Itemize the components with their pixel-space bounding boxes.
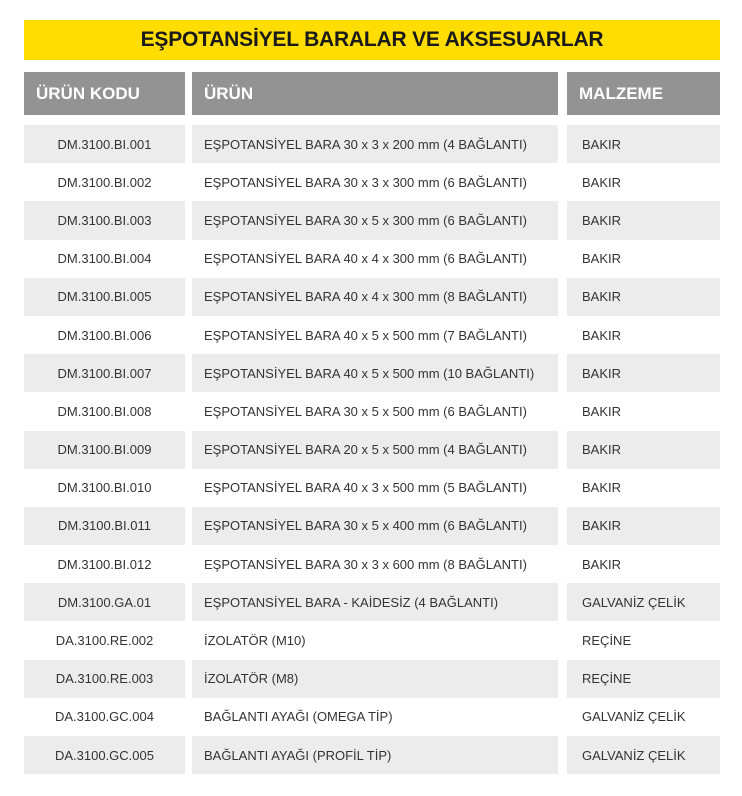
product-code-cell: DM.3100.BI.008 (57, 403, 152, 419)
material-cell: BAKIR (567, 278, 720, 316)
product-code-cell: DM.3100.BI.004 (57, 251, 152, 267)
column-header-code: ÜRÜN KODU (24, 72, 185, 115)
product-table-body (0, 125, 742, 774)
product-name-cell: EŞPOTANSİYEL BARA 30 x 5 x 500 mm (6 BAĞLANTI) (204, 403, 527, 419)
material-cell: BAKIR (567, 507, 720, 545)
material-cell: BAKIR (582, 480, 622, 496)
product-name-cell: İZOLATÖR (M8) (192, 660, 558, 698)
material-cell: BAKIR (582, 174, 622, 190)
material-cell: BAKIR (567, 354, 720, 392)
material-cell: GALVANİZ ÇELİK (567, 736, 720, 774)
product-code-cell: DA.3100.GC.005 (24, 736, 185, 774)
material-cell: REÇİNE (567, 660, 720, 698)
material-cell: BAKIR (567, 125, 720, 163)
product-code-cell: DA.3100.RE.003 (24, 660, 185, 698)
column-header-material: MALZEME (567, 72, 720, 115)
table-row (0, 278, 742, 316)
material-cell: REÇİNE (582, 633, 632, 649)
product-name-cell: EŞPOTANSİYEL BARA 30 x 3 x 600 mm (8 BAĞLANTI) (204, 556, 527, 572)
table-row (0, 125, 742, 163)
product-name-cell: BAĞLANTI AYAĞI (OMEGA TİP) (204, 709, 393, 725)
table-row (0, 316, 742, 354)
table-row (0, 660, 742, 698)
product-code-cell: DM.3100.BI.010 (57, 480, 152, 496)
table-row (0, 163, 742, 201)
table-row (0, 507, 742, 545)
product-code-cell: DM.3100.BI.003 (24, 201, 185, 239)
table-row (0, 583, 742, 621)
table-row (0, 431, 742, 469)
table-row (0, 698, 742, 736)
table-row (0, 354, 742, 392)
product-code-cell: DM.3100.BI.007 (24, 354, 185, 392)
material-cell: GALVANİZ ÇELİK (567, 583, 720, 621)
table-row (0, 545, 742, 583)
material-cell: BAKIR (567, 431, 720, 469)
table-row (0, 736, 742, 774)
product-name-cell: İZOLATÖR (M10) (204, 633, 306, 649)
product-code-cell: DM.3100.BI.001 (24, 125, 185, 163)
product-name-cell: EŞPOTANSİYEL BARA 40 x 4 x 300 mm (8 BAĞLANTI) (192, 278, 558, 316)
table-row (0, 392, 742, 430)
product-name-cell: EŞPOTANSİYEL BARA - KAİDESİZ (4 BAĞLANTI) (192, 583, 558, 621)
product-name-cell: EŞPOTANSİYEL BARA 30 x 5 x 400 mm (6 BAĞLANTI) (192, 507, 558, 545)
product-name-cell: EŞPOTANSİYEL BARA 30 x 5 x 300 mm (6 BAĞLANTI) (192, 201, 558, 239)
table-row (0, 621, 742, 659)
product-code-cell: DA.3100.RE.002 (55, 633, 154, 649)
material-cell: BAKIR (567, 201, 720, 239)
product-name-cell: BAĞLANTI AYAĞI (PROFİL TİP) (192, 736, 558, 774)
material-cell: GALVANİZ ÇELİK (582, 709, 686, 725)
product-code-cell: DM.3100.BI.012 (57, 556, 152, 572)
product-name-cell: EŞPOTANSİYEL BARA 30 x 3 x 300 mm (6 BAĞLANTI) (204, 174, 527, 190)
material-cell: BAKIR (582, 251, 622, 267)
product-code-cell: DM.3100.GA.01 (24, 583, 185, 621)
product-code-cell: DM.3100.BI.005 (24, 278, 185, 316)
product-code-cell: DM.3100.BI.011 (24, 507, 185, 545)
product-name-cell: EŞPOTANSİYEL BARA 40 x 4 x 300 mm (6 BAĞLANTI) (204, 251, 527, 267)
table-row (0, 201, 742, 239)
product-code-cell: DM.3100.BI.009 (24, 431, 185, 469)
product-name-cell: EŞPOTANSİYEL BARA 40 x 5 x 500 mm (7 BAĞLANTI) (204, 327, 527, 343)
product-name-cell: EŞPOTANSİYEL BARA 40 x 3 x 500 mm (5 BAĞLANTI) (204, 480, 527, 496)
product-code-cell: DM.3100.BI.002 (57, 174, 152, 190)
table-row (0, 240, 742, 278)
product-name-cell: EŞPOTANSİYEL BARA 20 x 5 x 500 mm (4 BAĞLANTI) (192, 431, 558, 469)
product-code-cell: DM.3100.BI.006 (57, 327, 152, 343)
material-cell: BAKIR (582, 556, 622, 572)
column-header-product: ÜRÜN (192, 72, 558, 115)
page-title: EŞPOTANSİYEL BARALAR VE AKSESUARLAR (140, 28, 604, 51)
product-code-cell: DA.3100.GC.004 (54, 709, 154, 725)
product-name-cell: EŞPOTANSİYEL BARA 30 x 3 x 200 mm (4 BAĞLANTI) (192, 125, 558, 163)
material-cell: BAKIR (582, 327, 622, 343)
table-title-bar (24, 20, 720, 60)
material-cell: BAKIR (582, 403, 622, 419)
table-row (0, 469, 742, 507)
product-name-cell: EŞPOTANSİYEL BARA 40 x 5 x 500 mm (10 BAĞLANTI) (192, 354, 558, 392)
